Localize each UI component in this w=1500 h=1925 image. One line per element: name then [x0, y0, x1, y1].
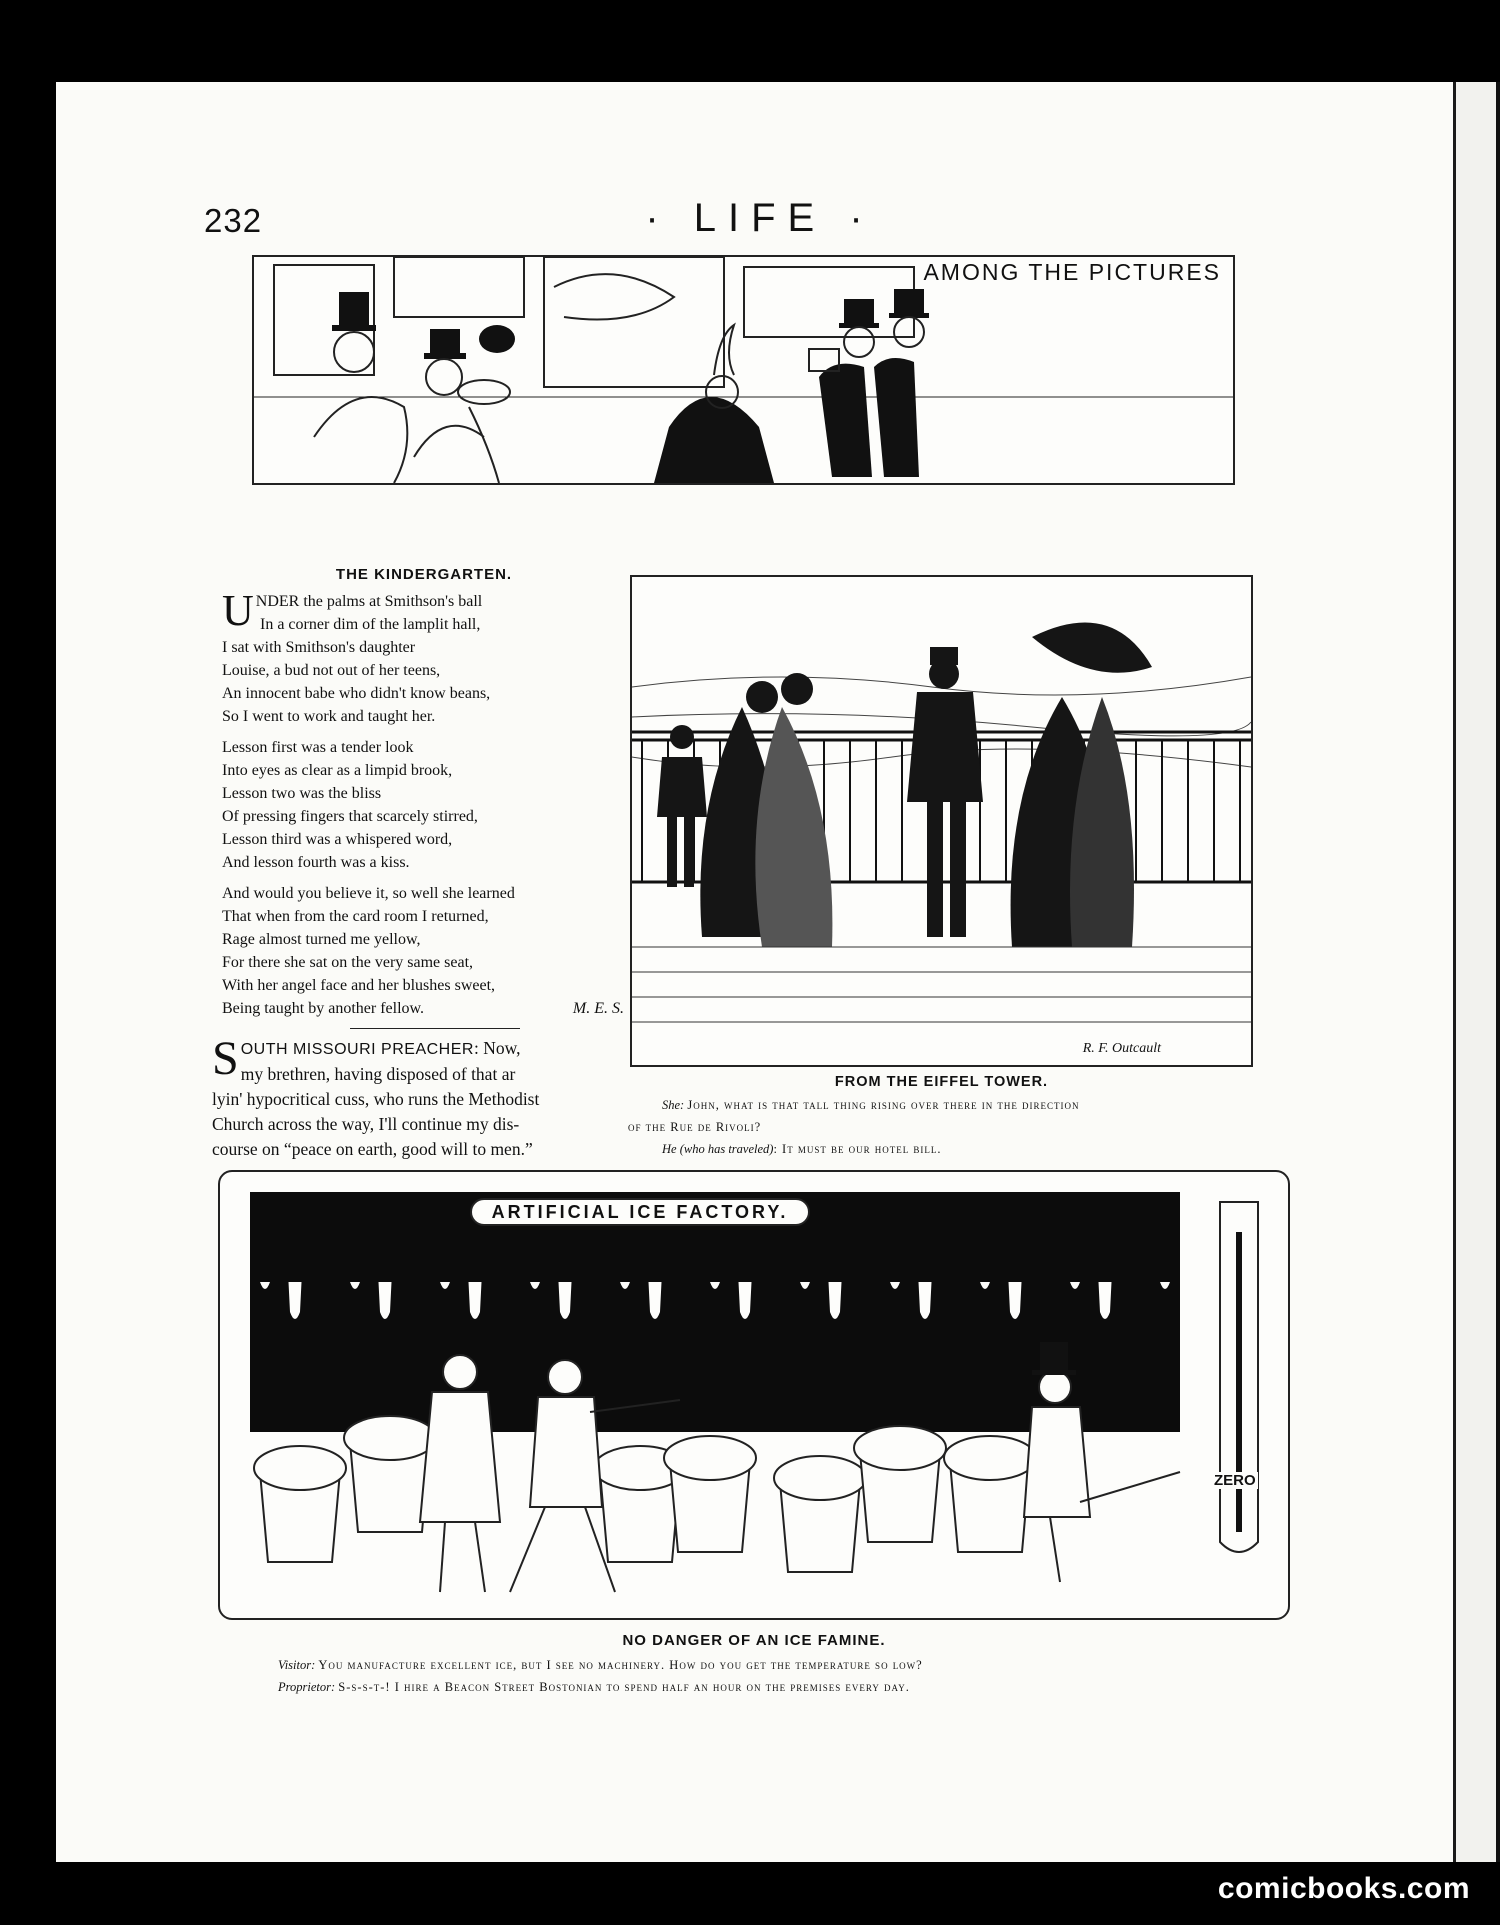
poem-line-last	[222, 997, 632, 1020]
poem-line: In a corner dim of the lamplit hall,	[260, 616, 481, 633]
preacher-text: lyin' hypocritical cuss, who runs the Methodist	[212, 1089, 540, 1109]
poem-line: That when from the card room I returned,	[222, 908, 489, 925]
artist-signature: R. F. Outcault	[1082, 1041, 1161, 1056]
poem-line: So I went to work and taught her.	[222, 708, 436, 725]
eiffel-tower-illustration	[630, 575, 1253, 1067]
page-number: 232	[204, 202, 263, 239]
eiffel-cartoon-caption	[628, 1094, 1298, 1160]
caption-line-he	[628, 1138, 1298, 1160]
facing-page-edge	[1456, 82, 1500, 1862]
poem-line: Of pressing fingers that scarcely stirred,	[222, 808, 478, 825]
gallery-illustration	[254, 257, 1233, 483]
caption-line-visitor	[278, 1654, 1278, 1676]
eiffel-scene	[632, 577, 1251, 1065]
poem-line: I sat with Smithson's daughter	[222, 639, 416, 656]
poem-line: With her angel face and her blushes sweet,	[222, 977, 496, 994]
speaker-he: He	[662, 1142, 677, 1156]
section-divider	[350, 1028, 520, 1029]
among-the-pictures-cartoon	[252, 255, 1235, 485]
masthead-title: · LIFE ·	[645, 196, 875, 240]
caption-line-proprietor	[278, 1676, 1278, 1698]
poem-drop-cap: U	[222, 586, 254, 635]
ice-cartoon-caption	[278, 1654, 1278, 1698]
she-dialogue: John, what is that tall thing rising over there in the direction	[687, 1098, 1080, 1112]
ice-factory-cartoon	[218, 1170, 1290, 1620]
speaker-he-aside: (who has traveled)	[679, 1142, 774, 1156]
she-dialogue-cont: of the Rue de Rivoli?	[628, 1120, 762, 1134]
preacher-text: Church across the way, I'll continue my dis-	[212, 1114, 520, 1134]
poem-line: For there she sat on the very same seat,	[222, 954, 474, 971]
poem-title: THE KINDERGARTEN.	[335, 566, 513, 583]
preacher-text: course on “peace on earth, good will to men.”	[212, 1139, 533, 1159]
among-the-pictures-caption: AMONG THE PICTURES	[919, 259, 1225, 286]
he-dialogue: : It must be our hotel bill.	[773, 1142, 942, 1156]
poem-stanza-3	[222, 882, 632, 1020]
poem-stanza-2	[222, 736, 632, 874]
visitor-dialogue: You manufacture excellent ice, but I see no machinery. How do you get the temperature so low?	[318, 1658, 923, 1672]
site-watermark: comicbooks.com	[1217, 1872, 1470, 1905]
caption-line-she	[628, 1094, 1298, 1116]
poem-line: And lesson fourth was a kiss.	[222, 854, 410, 871]
ice-factory-sign: ARTIFICIAL ICE FACTORY.	[470, 1198, 810, 1226]
poem-line: Louise, a bud not out of her teens,	[222, 662, 441, 679]
preacher-drop-cap: S	[212, 1032, 239, 1085]
ice-cartoon-title: NO DANGER OF AN ICE FAMINE.	[622, 1632, 886, 1649]
poem-line: Lesson first was a tender look	[222, 739, 414, 756]
poem-signature: M. E. S.	[572, 1000, 624, 1017]
proprietor-dialogue: S-s-s-t-! I hire a Beacon Street Bostonian to spend half an hour on the premises every day.	[338, 1680, 910, 1694]
poem-stanza-1	[222, 586, 632, 728]
preacher-text: my brethren, having disposed of that ar	[240, 1064, 516, 1084]
south-missouri-preacher-joke	[212, 1032, 622, 1162]
preacher-lead: OUTH MISSOURI PREACHER	[240, 1041, 474, 1058]
poem-line: Lesson third was a whispered word,	[222, 831, 453, 848]
poem-line: Into eyes as clear as a limpid brook,	[222, 762, 453, 779]
speaker-proprietor: Proprietor:	[278, 1680, 336, 1694]
kindergarten-poem	[222, 586, 632, 1028]
poem-line: NDER the palms at Smithson's ball	[255, 593, 483, 610]
poem-line: And would you believe it, so well she learned	[222, 885, 515, 902]
poem-line: An innocent babe who didn't know beans,	[222, 685, 491, 702]
speaker-she: She:	[662, 1098, 685, 1112]
preacher-text: : Now,	[473, 1038, 521, 1058]
preacher-line	[212, 1036, 622, 1062]
poem-line: Being taught by another fellow.	[222, 1000, 425, 1017]
scan-edge	[1496, 82, 1500, 1862]
poem-line: Lesson two was the bliss	[222, 785, 382, 802]
eiffel-cartoon-title: FROM THE EIFFEL TOWER.	[834, 1074, 1049, 1090]
speaker-visitor: Visitor:	[278, 1658, 316, 1672]
ice-factory-scene	[220, 1172, 1288, 1618]
thermometer-zero-label: ZERO	[1214, 1472, 1256, 1489]
poem-line: Rage almost turned me yellow,	[222, 931, 421, 948]
